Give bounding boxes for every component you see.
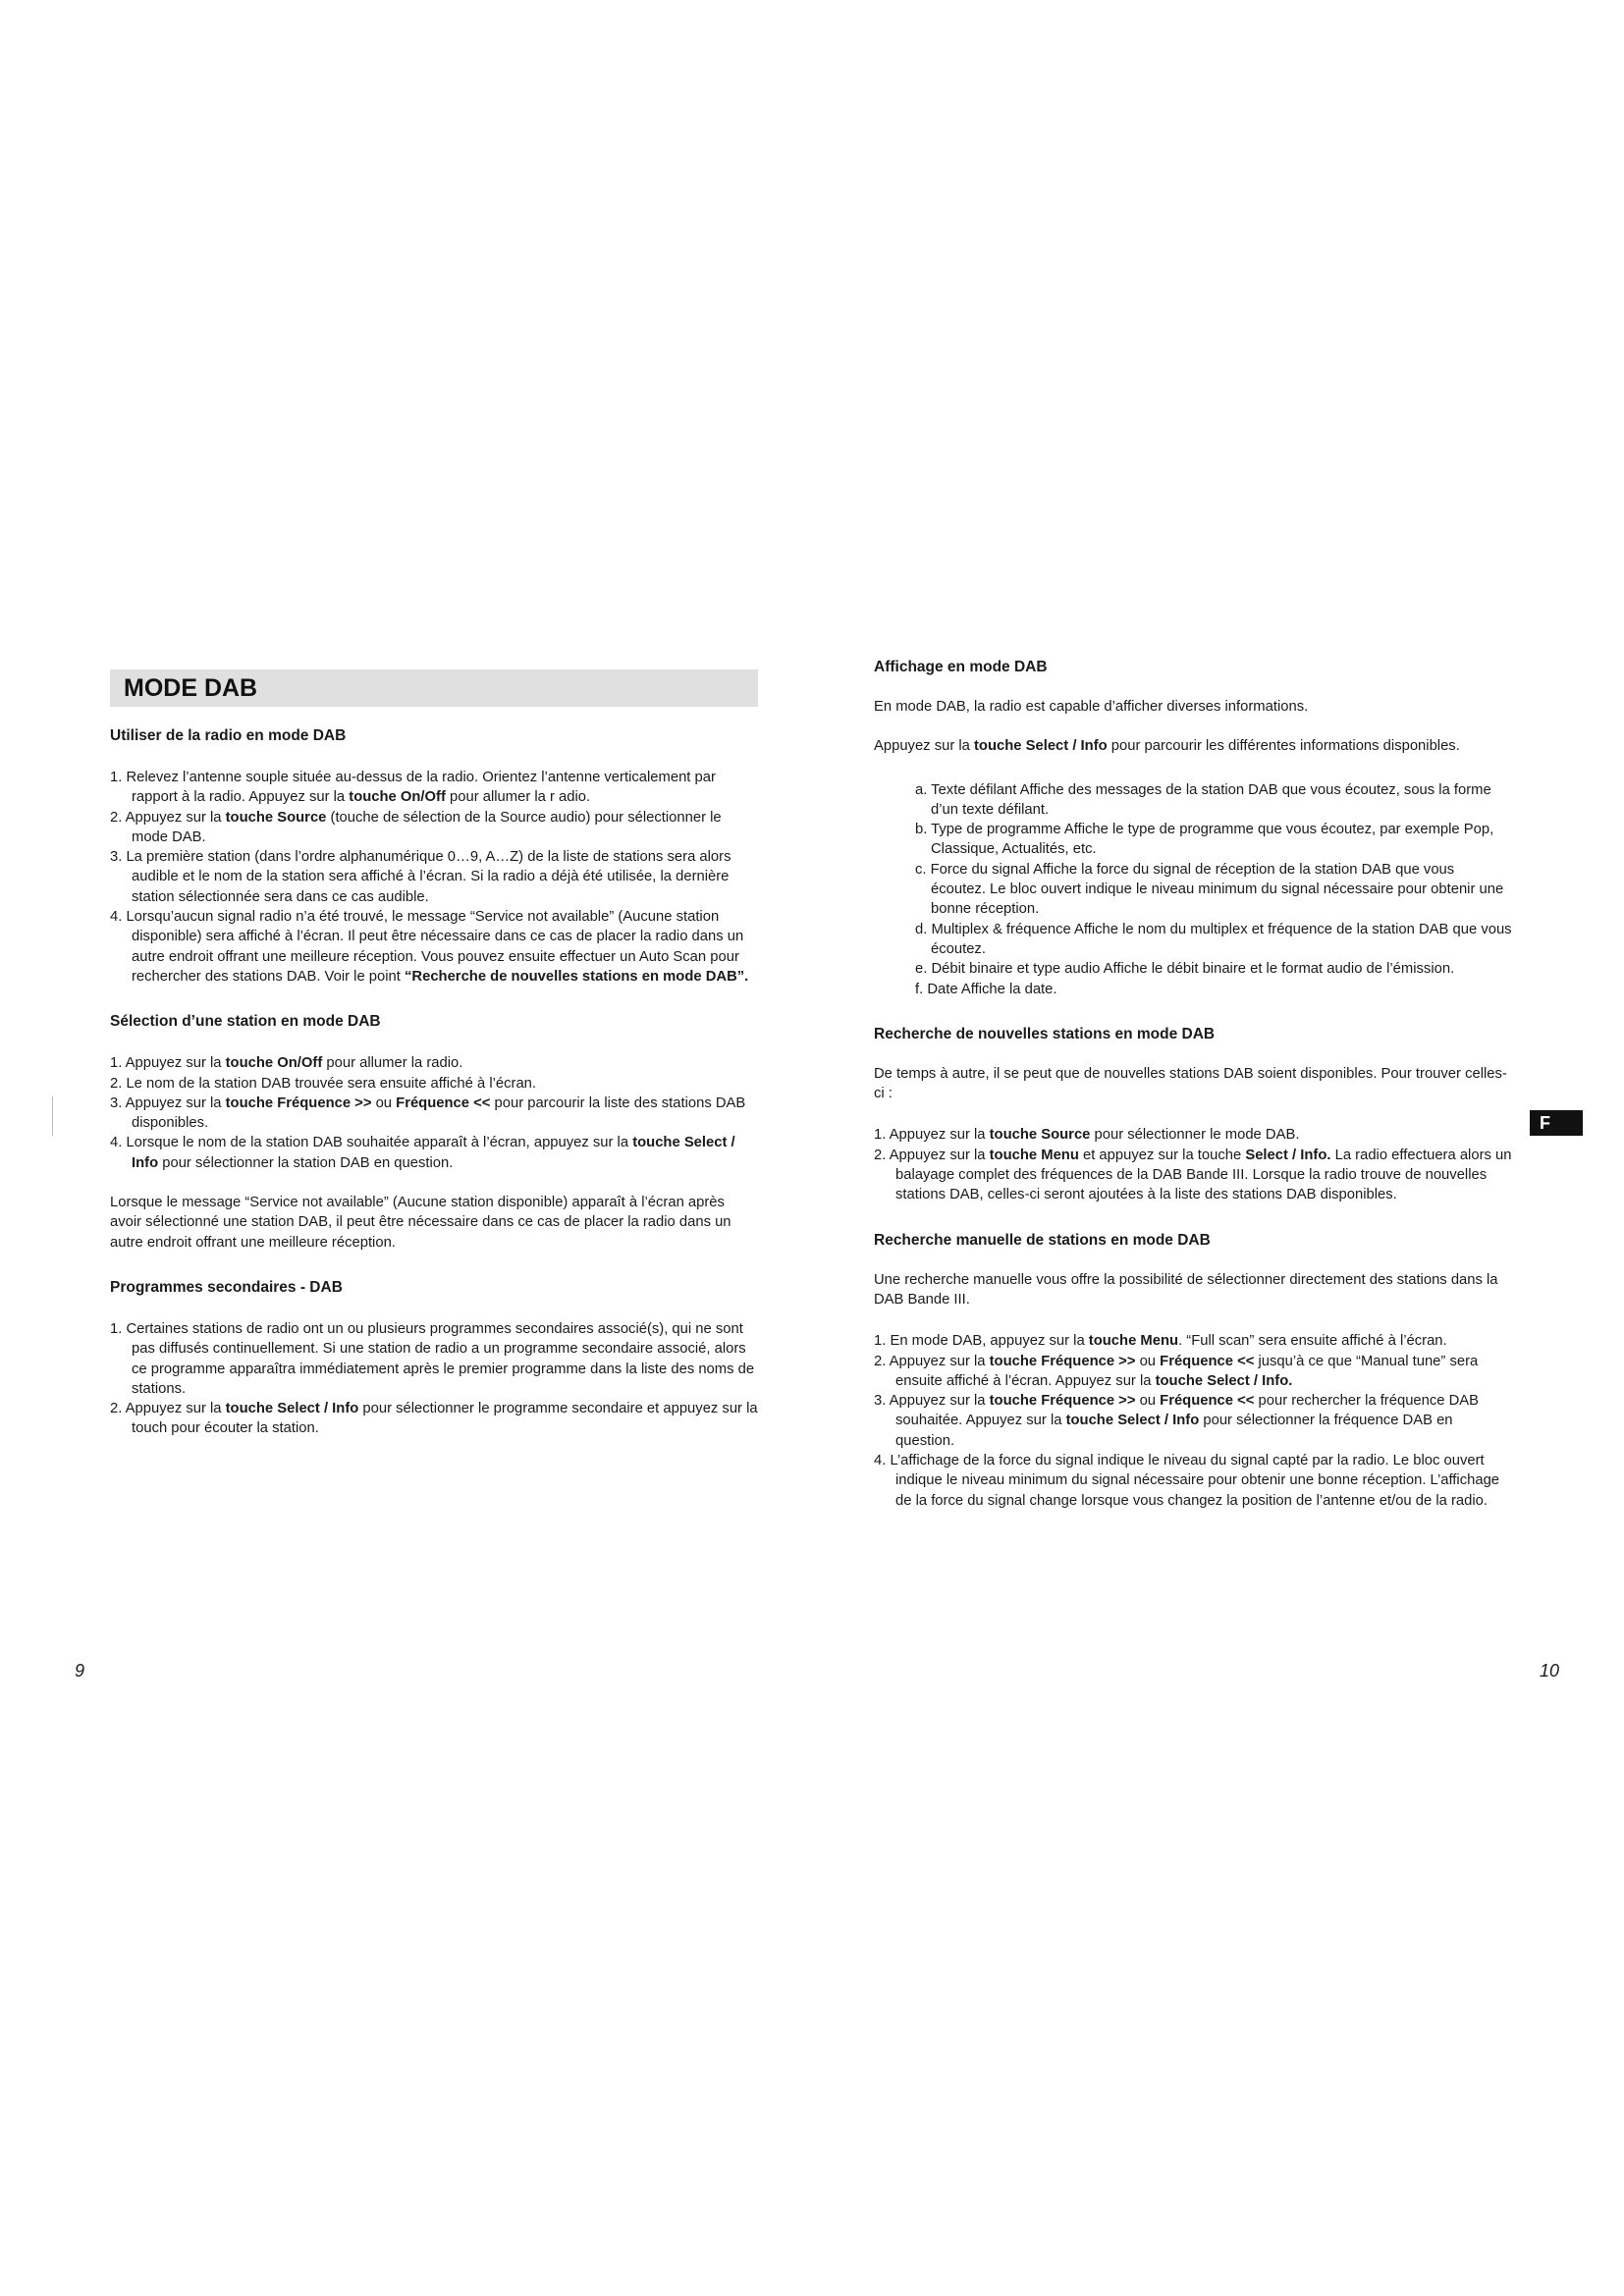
list-item: e. Débit binaire et type audio Affiche le débit binaire et le format audio de l’émission.: [915, 961, 1455, 978]
list-item: 4. Lorsque le nom de la station DAB souhaitée apparaît à l’écran, appuyez sur la touche Select / Info pour sélectionner la station DAB en question.: [110, 1135, 735, 1171]
heading-recherche: Recherche de nouvelles stations en mode DAB: [874, 1025, 1216, 1042]
list-item: b. Type de programme Affiche le type de programme que vous écoutez, par exemple Pop, Classique, Actualités, etc.: [915, 822, 1494, 858]
list-recherche-manuelle: [874, 1331, 1512, 1511]
para-recherche-manuelle: Une recherche manuelle vous offre la possibilité de sélectionner directement des stations dans la DAB Bande III.: [874, 1271, 1498, 1308]
left-page: [110, 658, 758, 1439]
note-selection: Lorsque le message “Service not available” (Aucune station disponible) apparaît à l’écran après avoir sélectionné une station DAB, il peut être nécessaire dans ce cas de placer la radio dans un autre endroit offrant une meilleure réception.: [110, 1195, 731, 1251]
list-item: c. Force du signal Affiche la force du signal de réception de la station DAB que vous écoutez. Le bloc ouvert indique le niveau minimum du signal nécessaire pour obtenir une bonne réception.: [915, 861, 1504, 918]
heading-selection: Sélection d’une station en mode DAB: [110, 1013, 381, 1031]
list-item: 2. Appuyez sur la touche Menu et appuyez sur la touche Select / Info. La radio effectuera alors un balayage complet des fréquences de la DAB Bande III. Lorsque la radio trouve de nouvelles stations DAB, celles-ci seront ajoutées à la liste des stations DAB disponibles.: [874, 1147, 1512, 1203]
list-item: 4. L’affichage de la force du signal indique le niveau du signal capté par la radio. Le bloc ouvert indique le niveau minimum du signal nécessaire pour obtenir une bonne réception. L’affichage de la force du signal change lorsque vous changez la position de l’antenne et/ou de la radio.: [874, 1453, 1500, 1509]
list-item: 3. La première station (dans l’ordre alphanumérique 0…9, A…Z) de la liste de stations sera alors audible et le nom de la station sera affiché à l’écran. Si la radio a déjà été utilisée, la dernière station sélectionnée sera dans ce cas audible.: [110, 849, 731, 905]
language-tab: F: [1530, 1110, 1583, 1136]
list-item: 2. Appuyez sur la touche Fréquence >> ou Fréquence << jusqu’à ce que “Manual tune” sera ensuite affiché à l’écran. Appuyez sur la touche Select / Info.: [874, 1353, 1479, 1389]
section-banner: MODE DAB: [110, 669, 758, 707]
list-item: 3. Appuyez sur la touche Fréquence >> ou Fréquence << pour parcourir la liste des stations DAB disponibles.: [110, 1095, 746, 1132]
page-number-left: 9: [75, 1661, 85, 1681]
list-item: f. Date Affiche la date.: [915, 981, 1057, 997]
page-number-right: 10: [1540, 1661, 1560, 1681]
list-item: 1. Appuyez sur la touche On/Off pour allumer la radio.: [110, 1055, 463, 1072]
list-item: 1. Relevez l’antenne souple située au-dessus de la radio. Orientez l’antenne verticalement par rapport à la radio. Appuyez sur la touche On/Off pour allumer la r adio.: [110, 770, 716, 806]
list-programmes: [110, 1319, 758, 1439]
list-selection: [110, 1053, 758, 1173]
list-item: 3. Appuyez sur la touche Fréquence >> ou Fréquence << pour rechercher la fréquence DAB souhaitée. Appuyez sur la touche Select / Info pour sélectionner la fréquence DAB en question.: [874, 1393, 1480, 1449]
list-utiliser: [110, 768, 758, 987]
right-page: [874, 658, 1512, 1511]
margin-mark: [52, 1096, 53, 1136]
list-item: 2. Le nom de la station DAB trouvée sera ensuite affiché à l’écran.: [110, 1075, 537, 1092]
list-item: 2. Appuyez sur la touche Select / Info pour sélectionner le programme secondaire et appuyez sur la touch pour écouter la station.: [110, 1401, 758, 1437]
list-item: 4. Lorsqu’aucun signal radio n’a été trouvé, le message “Service not available” (Aucune station disponible) sera affiché à l’écran. Il peut être nécessaire dans ce cas de placer la radio dans un autre endroit offrant une meilleure réception. Vous pouvez ensuite effectuer un Auto Scan pour rechercher des stations DAB. Voir le point “Recherche de nouvelles stations en mode DAB”.: [110, 909, 749, 985]
heading-affichage: Affichage en mode DAB: [874, 659, 1048, 675]
heading-recherche-manuelle: Recherche manuelle de stations en mode DAB: [874, 1231, 1211, 1249]
heading-utiliser: Utiliser de la radio en mode DAB: [110, 727, 347, 744]
para-affichage-2: Appuyez sur la touche Select / Info pour parcourir les différentes informations disponibles.: [874, 738, 1460, 755]
list-recherche: [874, 1125, 1512, 1204]
list-item: d. Multiplex & fréquence Affiche le nom du multiplex et fréquence de la station DAB que vous écoutez.: [915, 921, 1512, 957]
list-item: 1. En mode DAB, appuyez sur la touche Menu. “Full scan” sera ensuite affiché à l’écran.: [874, 1333, 1447, 1350]
para-recherche: De temps à autre, il se peut que de nouvelles stations DAB soient disponibles. Pour trouver celles-ci :: [874, 1065, 1507, 1102]
list-item: 1. Appuyez sur la touche Source pour sélectionner le mode DAB.: [874, 1127, 1300, 1144]
list-affichage: [874, 780, 1512, 999]
list-item: 2. Appuyez sur la touche Source (touche de sélection de la Source audio) pour sélectionner le mode DAB.: [110, 809, 722, 845]
list-item: a. Texte défilant Affiche des messages de la station DAB que vous écoutez, sous la forme d’un texte défilant.: [915, 781, 1491, 818]
list-item: 1. Certaines stations de radio ont un ou plusieurs programmes secondaires associé(s), qui ne sont pas diffusés continuellement. Si une station de radio a un programme secondaire associé, alors ce programme apparaîtra immédiatement après le premier programme dans la liste des noms de stations.: [110, 1320, 755, 1397]
para-affichage-1: En mode DAB, la radio est capable d’afficher diverses informations.: [874, 699, 1309, 715]
heading-programmes: Programmes secondaires - DAB: [110, 1278, 343, 1296]
